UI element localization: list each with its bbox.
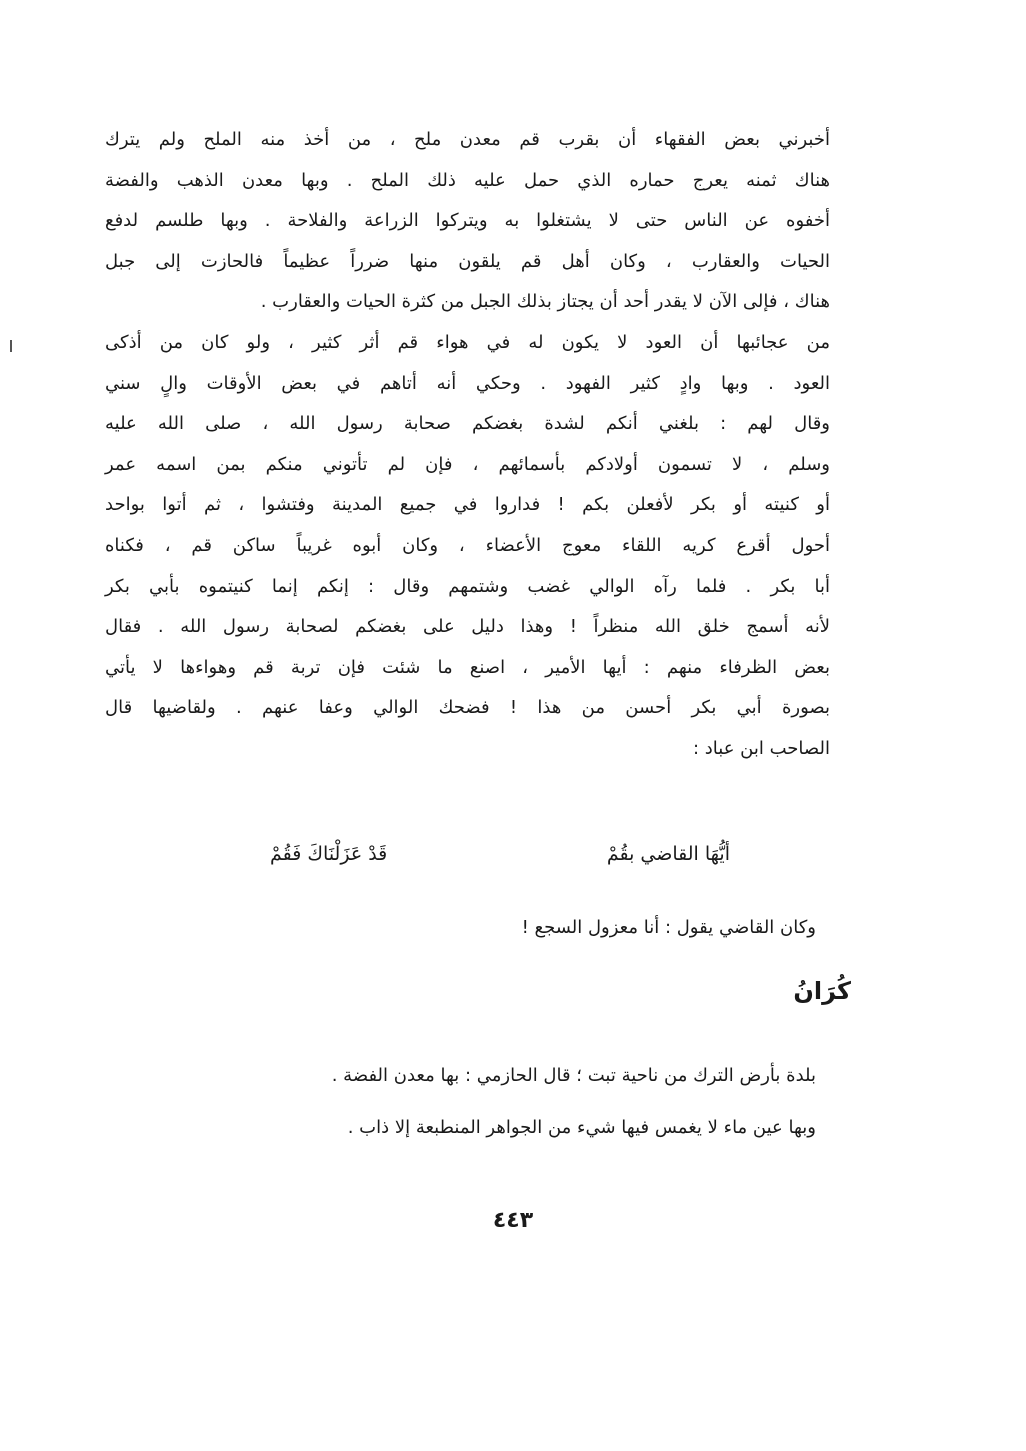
text-line: لأنه أسمج خلق الله منظراً ! وهذا دليل على بغضكم لصحابة رسول الله . فقال — [105, 616, 830, 638]
text-line: أحول أقرع كريه اللقاء معوج الأعضاء ، وكان أبوه غريباً ساكن قم ، فكناه — [105, 534, 830, 556]
text-line: أخفوه عن الناس حتى لا يشتغلوا به ويتركوا الزراعة والفلاحة . وبها طلسم لدفع — [105, 210, 830, 232]
text-line: أو كنيته أو بكر لأفعلن بكم ! فداروا في جميع المدينة وفتشوا ، ثم أتوا بواحد — [105, 494, 830, 516]
section-text-line: بلدة بأرض الترك من ناحية تبت ؛ قال الحازمي : بها معدن الفضة . — [331, 1065, 816, 1086]
section-text-block — [332, 1050, 816, 1154]
text-line: الحيات والعقارب ، وكان أهل قم يلقون منها ضرراً عظيماً فالحازت إلى جبل — [105, 250, 830, 272]
text-line: هناك ثمنه يعرج حماره الذي حمل عليه ذلك الملح . وبها معدن الذهب والفضة — [105, 169, 830, 191]
after-verse-line: وكان القاضي يقول : أنا معزول السجع ! — [521, 917, 816, 938]
text-line: أخبرني بعض الفقهاء أن بقرب قم معدن ملح ، من أخذ منه الملح ولم يترك — [105, 129, 830, 150]
margin-mark — [10, 340, 12, 352]
page-number: ٤٤٣ — [492, 1208, 534, 1233]
text-line: الصاحب ابن عباد : — [693, 737, 830, 759]
verse-hemistich-first: أيُّهَا القاضي بقُمْ — [606, 843, 730, 865]
text-line: وسلم ، لا تسمون أولادكم بأسمائهم ، فإن لم تأتوني منكم بمن اسمه عمر — [105, 453, 830, 475]
text-line: من عجائبها أن العود لا يكون له في هواء قم أثر كثير ، ولو كان من أذكى — [105, 331, 830, 353]
section-text-line: وبها عين ماء لا يغمس فيها شيء من الجواهر المنطبعة إلا ذاب . — [347, 1117, 816, 1138]
verse-hemistich-second: قَدْ عَزَلْنَاكَ فَقُمْ — [270, 843, 388, 865]
text-line: أبا بكر . فلما رآه الوالي غضب وشتمهم وقال : إنكم إنما كنيتموه بأبي بكر — [105, 575, 830, 597]
text-line: وقال لهم : بلغني أنكم لشدة بغضكم صحابة رسول الله ، صلى الله عليه — [105, 413, 830, 435]
text-line: العود . وبها وادٍ كثير الفهود . وحكي أنه أتاهم في بعض الأوقات والٍ سني — [105, 372, 830, 394]
text-line: هناك ، فإلى الآن لا يقدر أحد أن يجتاز بذلك الجبل من كثرة الحيات والعقارب . — [260, 291, 830, 313]
section-heading: كُرَانُ — [793, 977, 851, 1005]
poem-verse — [270, 843, 730, 865]
main-text-block — [105, 120, 830, 770]
text-line: بصورة أبي بكر أحسن من هذا ! فضحك الوالي وعفا عنهم . ولقاضيها قال — [105, 697, 830, 719]
text-line: بعض الظرفاء منهم : أيها الأمير ، اصنع ما شئت فإن تربة قم وهواءها لا يأتي — [105, 656, 830, 678]
